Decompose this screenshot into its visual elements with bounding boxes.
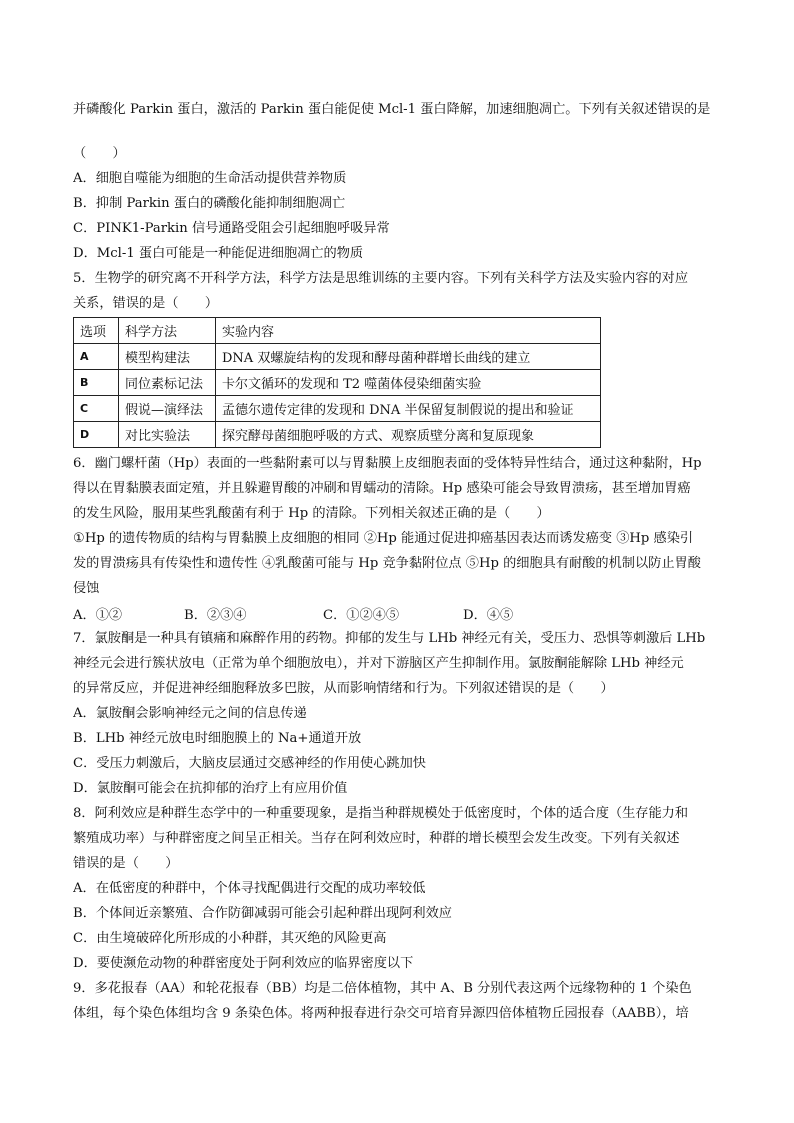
q6-stem-line-1: 6．幽门螺杆菌（Hp）表面的一些黏附素可以与胃黏膜上皮细胞表面的受体特异性结合，通过这种黏附，Hp <box>73 456 702 471</box>
q9-stem-line-2: 体组，每个染色体组均含 9 条染色体。将两种报春进行杂交可培育异源四倍体植物丘园报春（AABB），培 <box>73 1006 689 1021</box>
q4-stem-line: 并磷酸化 Parkin 蛋白，激活的 Parkin 蛋白能促使 Mcl-1 蛋白降解，加速细胞凋亡。下列有关叙述错误的是 <box>73 102 711 117</box>
q5-stem-line-2: 关系，错误的是（ ） <box>73 296 219 311</box>
table-row <box>74 422 601 448</box>
table-cell-option: A <box>74 344 119 370</box>
q7-stem-line-3: 的异常反应，并促进神经细胞释放多巴胺，从而影响情绪和行为。下列叙述错误的是（ ） <box>73 681 614 696</box>
q7-option-c: C．受压力刺激后，大脑皮层通过交感神经的作用使心跳加快 <box>73 756 426 771</box>
q6-statements-line-3: 侵蚀 <box>73 581 100 596</box>
q8-option-d: D．要使濒危动物的种群密度处于阿利效应的临界密度以下 <box>73 956 414 971</box>
q5-stem-line-1: 5．生物学的研究离不开科学方法，科学方法是思维训练的主要内容。下列有关科学方法及实验内容的对应 <box>73 271 689 286</box>
table-cell-method: 对比实验法 <box>119 422 216 448</box>
q7-stem-line-2: 神经元会进行簇状放电（正常为单个细胞放电），并对下游脑区产生抑制作用。氯胺酮能解除 LHb 神经元 <box>73 656 684 671</box>
q6-choice-d: D．④⑤ <box>463 608 514 623</box>
q4-option-b: B．抑制 Parkin 蛋白的磷酸化能抑制细胞凋亡 <box>73 196 346 211</box>
q6-choice-a: A．①② <box>73 608 123 623</box>
q9-stem-line-1: 9．多花报春（AA）和轮花报春（BB）均是二倍体植物，其中 A、B 分别代表这两个远缘物种的 1 个染色 <box>73 981 692 996</box>
q4-answer-blank: （ ） <box>73 146 126 161</box>
q6-statements-line-1: ①Hp 的遗传物质的结构与胃黏膜上皮细胞的相同 ②Hp 能通过促进抑癌基因表达而诱发癌变 ③Hp 感染引 <box>73 531 694 546</box>
table-cell-content: DNA 双螺旋结构的发现和酵母菌种群增长曲线的建立 <box>216 344 601 370</box>
table-header-row <box>74 318 601 344</box>
table-header-cell: 科学方法 <box>119 318 216 344</box>
q5-method-table <box>73 317 601 448</box>
table-cell-method: 假说—演绎法 <box>119 396 216 422</box>
table-cell-content: 探究酵母菌细胞呼吸的方式、观察质壁分离和复原现象 <box>216 422 601 448</box>
q6-statements-line-2: 发的胃溃疡具有传染性和遗传性 ④乳酸菌可能与 Hp 竞争黏附位点 ⑤Hp 的细胞具有耐酸的机制以防止胃酸 <box>73 556 701 571</box>
q7-option-b: B．LHb 神经元放电时细胞膜上的 Na+通道开放 <box>73 731 362 746</box>
q6-stem-line-3: 的发生风险，服用某些乳酸菌有利于 Hp 的清除。下列相关叙述正确的是（ ） <box>73 506 550 521</box>
q8-stem-line-1: 8．阿利效应是种群生态学中的一种重要现象，是指当种群规模处于低密度时，个体的适合度（生存能力和 <box>73 806 689 821</box>
q8-stem-line-3: 错误的是（ ） <box>73 856 179 871</box>
q6-choices <box>73 604 723 622</box>
table-cell-content: 孟德尔遗传定律的发现和 DNA 半保留复制假说的提出和验证 <box>216 396 601 422</box>
q7-option-a: A．氯胺酮会影响神经元之间的信息传递 <box>73 706 307 721</box>
q7-stem-line-1: 7．氯胺酮是一种具有镇痛和麻醉作用的药物。抑郁的发生与 LHb 神经元有关，受压力、恐惧等刺激后 LHb <box>73 631 706 646</box>
table-cell-method: 模型构建法 <box>119 344 216 370</box>
table-header-cell: 实验内容 <box>216 318 601 344</box>
q4-option-c: C．PINK1-Parkin 信号通路受阻会引起细胞呼吸异常 <box>73 221 390 236</box>
table-cell-content: 卡尔文循环的发现和 T2 噬菌体侵染细菌实验 <box>216 370 601 396</box>
q6-choice-c: C．①②④⑤ <box>323 608 400 623</box>
table-header-cell: 选项 <box>74 318 119 344</box>
table-cell-option: B <box>74 370 119 396</box>
table-row <box>74 344 601 370</box>
q6-stem-line-2: 得以在胃黏膜表面定殖，并且躲避胃酸的冲刷和胃蠕动的清除。Hp 感染可能会导致胃溃疡，甚至增加胃癌 <box>73 481 691 496</box>
q8-stem-line-2: 繁殖成功率）与种群密度之间呈正相关。当存在阿利效应时，种群的增长模型会发生改变。下列有关叙述 <box>73 831 680 846</box>
q8-option-a: A．在低密度的种群中，个体寻找配偶进行交配的成功率较低 <box>73 881 426 896</box>
table-cell-option: C <box>74 396 119 422</box>
q4-option-a: A．细胞自噬能为细胞的生命活动提供营养物质 <box>73 171 347 186</box>
table-cell-method: 同位素标记法 <box>119 370 216 396</box>
q4-option-d: D．Mcl-1 蛋白可能是一种能促进细胞凋亡的物质 <box>73 246 364 261</box>
q8-option-c: C．由生境破碎化所形成的小种群，其灭绝的风险更高 <box>73 931 387 946</box>
q6-choice-b: B．②③④ <box>184 608 247 623</box>
table-row <box>74 396 601 422</box>
q8-option-b: B．个体间近亲繁殖、合作防御减弱可能会引起种群出现阿利效应 <box>73 906 452 921</box>
table-row <box>74 370 601 396</box>
table-cell-option: D <box>74 422 119 448</box>
q7-option-d: D．氯胺酮可能会在抗抑郁的治疗上有应用价值 <box>73 781 348 796</box>
